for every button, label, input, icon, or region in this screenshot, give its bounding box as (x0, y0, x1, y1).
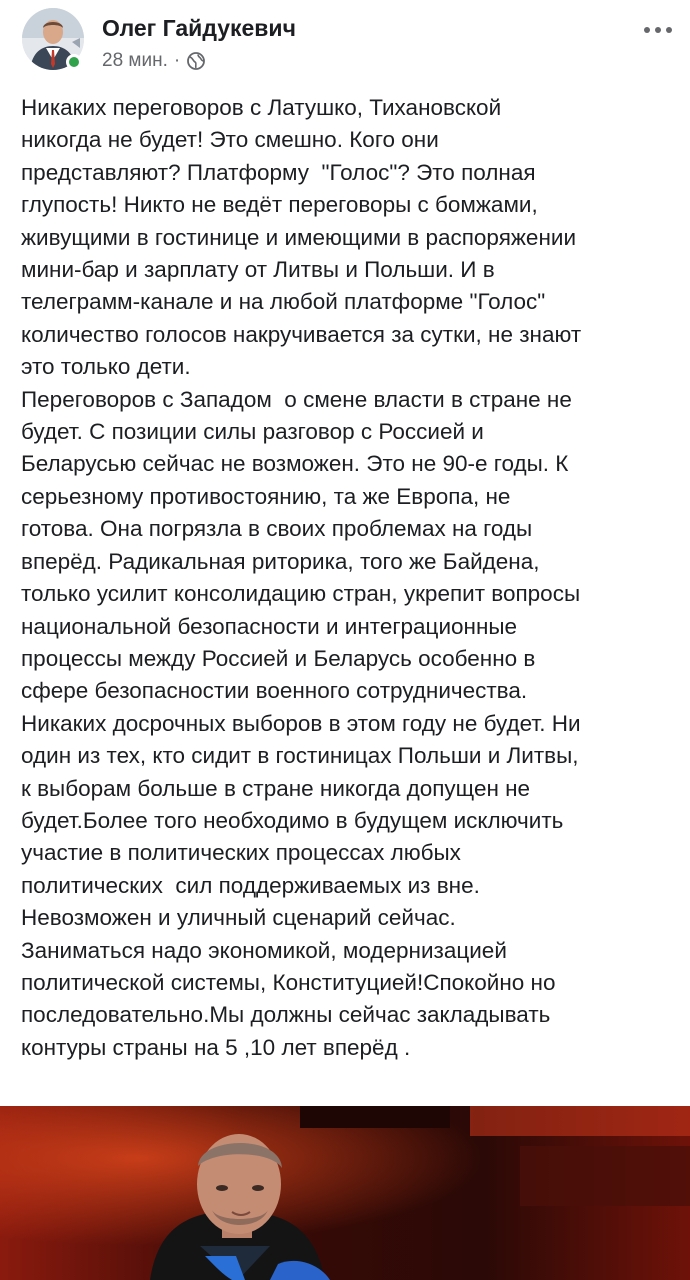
post-text-line: Невозможен и уличный сценарий сейчас. (21, 905, 456, 931)
post-text-line: глупость! Никто не ведёт переговоры с бомжами, (21, 192, 538, 218)
post-text-line: Никаких переговоров с Латушко, Тихановской (21, 95, 502, 120)
post-text-line: это только дети. (21, 354, 191, 380)
post-meta (102, 50, 206, 72)
post-text-line: Беларусью сейчас не возможен. Это не 90-е годы. К (21, 451, 569, 477)
post-text-line: контуры страны на 5 ,10 лет вперёд . (21, 1034, 411, 1060)
post-text-line: участие в политических процессах любых (21, 840, 461, 866)
post-text-line: к выборам больше в стране никогда допущен не (21, 775, 531, 801)
post-text-line: национальной безопасности и интеграционные (21, 613, 518, 639)
more-options-button[interactable] (638, 18, 678, 42)
post-text-line: Переговоров с Западом о смене власти в стране не (21, 386, 572, 412)
author-name[interactable]: Олег Гайдукевич (102, 15, 296, 41)
post-text-line: будет.Более того необходимо в будущем исключить (21, 807, 564, 833)
post-timestamp[interactable]: 28 мин. (102, 50, 168, 71)
post-text-line: политической системы, Конституцией!Спокойно но (21, 969, 556, 995)
post-text-line: Никаких досрочных выборов в этом году не будет. Ни (21, 710, 581, 736)
globe-icon (186, 51, 206, 71)
post-text-line: количество голосов накручивается за сутки, не знают (21, 321, 582, 347)
more-dots-icon (643, 26, 673, 34)
post-text-line: политических сил поддерживаемых из вне. (21, 872, 480, 898)
post-text-line: серьезному противостоянию, та же Европа, не (21, 483, 511, 509)
online-status-indicator (66, 54, 82, 70)
post-text-line: сфере безопасностии военного сотрудничества. (21, 678, 528, 704)
post-text-line: никогда не будет! Это смешно. Кого они (21, 127, 439, 153)
post-text-line: мини-бар и зарплату от Литвы и Польши. И в (21, 257, 495, 283)
post-text-line: последовательно.Мы должны сейчас закладывать (21, 1002, 551, 1028)
post-text-line: представляют? Платформу "Голос"? Это полная (21, 159, 536, 185)
post-text-line: Заниматься надо экономикой, модернизацией (21, 937, 507, 963)
post-header (0, 0, 690, 88)
post-text-line: телеграмм-канале и на любой платформе "Голос" (21, 289, 546, 315)
post-text-line: процессы между Россией и Беларусь особенно в (21, 645, 536, 671)
post-text-line: готова. Она погрязла в своих проблемах на годы (21, 516, 533, 542)
post-text (21, 92, 685, 1064)
post-text-line: вперёд. Радикальная риторика, того же Байдена, (21, 548, 540, 574)
post-text-line: один из тех, кто сидит в гостиницах Польши и Литвы, (21, 743, 579, 769)
tv-studio-photo (0, 1106, 690, 1280)
post-photo[interactable] (0, 1106, 690, 1280)
post-text-line: будет. С позиции силы разговор с Россией и (21, 419, 484, 445)
meta-separator: · (173, 50, 181, 71)
post-text-line: живущими в гостинице и имеющими в распоряжении (21, 224, 577, 250)
post-text-line: только усилит консолидацию стран, укрепит вопросы (21, 581, 581, 607)
